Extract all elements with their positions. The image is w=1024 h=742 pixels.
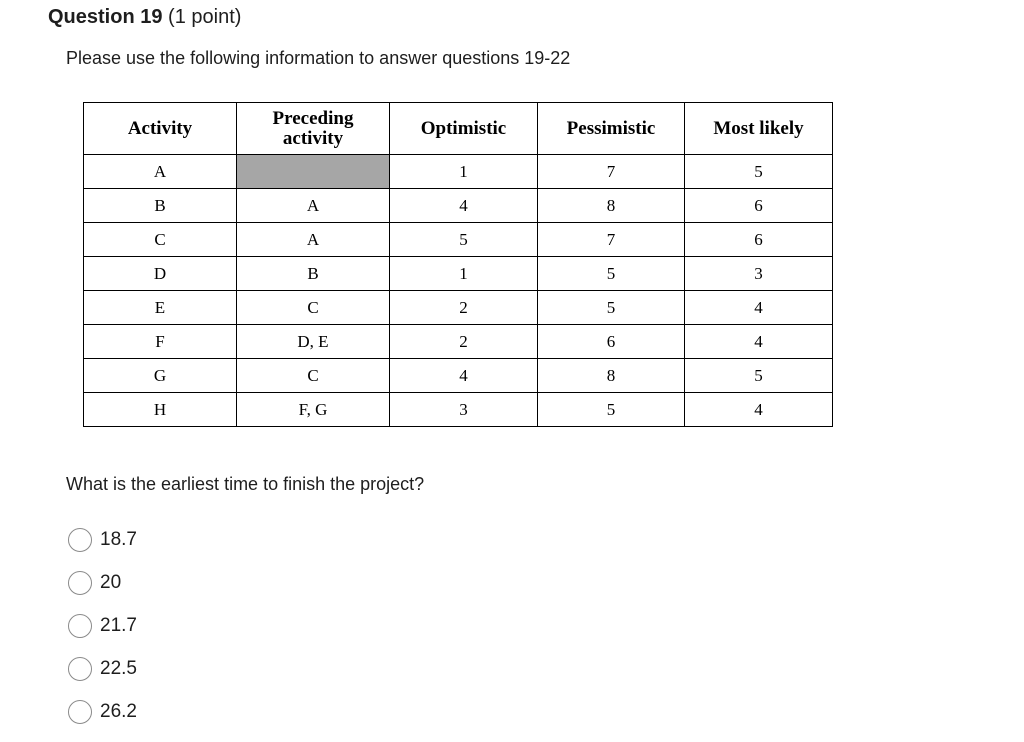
table-row	[84, 325, 833, 359]
pessimistic-cell: 8	[538, 359, 685, 393]
answer-option-label: 20	[100, 572, 122, 593]
preceding-activity-cell: A	[237, 223, 390, 257]
question-title: Question 19	[48, 6, 163, 28]
activity-table	[83, 102, 833, 427]
pessimistic-cell: 5	[538, 393, 685, 427]
table-row	[84, 223, 833, 257]
answer-option-label: 22.5	[100, 658, 137, 679]
activity-cell: A	[84, 155, 237, 189]
answer-option-label: 18.7	[100, 529, 137, 550]
pessimistic-cell: 5	[538, 291, 685, 325]
most-likely-cell: 4	[685, 393, 833, 427]
optimistic-cell: 5	[390, 223, 538, 257]
optimistic-cell: 3	[390, 393, 538, 427]
most-likely-cell: 3	[685, 257, 833, 291]
optimistic-cell: 2	[390, 325, 538, 359]
question-points: (1 point)	[162, 6, 242, 28]
activity-cell: E	[84, 291, 237, 325]
answer-option[interactable]	[68, 527, 137, 553]
pessimistic-cell: 6	[538, 325, 685, 359]
question-intro: Please use the following information to answer questions 19-22	[66, 48, 571, 68]
answer-option[interactable]	[68, 570, 121, 596]
header-activity: Activity	[84, 103, 237, 155]
most-likely-cell: 6	[685, 189, 833, 223]
table-row	[84, 257, 833, 291]
preceding-activity-cell: C	[237, 291, 390, 325]
preceding-activity-cell: D, E	[237, 325, 390, 359]
pessimistic-cell: 8	[538, 189, 685, 223]
radio-button[interactable]	[68, 528, 92, 552]
answer-option[interactable]	[68, 699, 137, 725]
table-row	[84, 393, 833, 427]
header-optimistic: Optimistic	[390, 103, 538, 155]
optimistic-cell: 1	[390, 155, 538, 189]
question-header	[48, 5, 241, 29]
pessimistic-cell: 5	[538, 257, 685, 291]
optimistic-cell: 4	[390, 189, 538, 223]
most-likely-cell: 5	[685, 359, 833, 393]
question-prompt: What is the earliest time to finish the project?	[66, 474, 425, 494]
most-likely-cell: 5	[685, 155, 833, 189]
activity-cell: B	[84, 189, 237, 223]
most-likely-cell: 6	[685, 223, 833, 257]
table-row	[84, 359, 833, 393]
preceding-activity-cell: B	[237, 257, 390, 291]
optimistic-cell: 4	[390, 359, 538, 393]
optimistic-cell: 1	[390, 257, 538, 291]
header-pessimistic: Pessimistic	[538, 103, 685, 155]
table-header-row	[84, 103, 833, 155]
header-most-likely: Most likely	[685, 103, 833, 155]
radio-button[interactable]	[68, 700, 92, 724]
preceding-activity-cell: C	[237, 359, 390, 393]
header-preceding-activity: Preceding activity	[237, 103, 390, 155]
table-row	[84, 189, 833, 223]
answer-option-label: 21.7	[100, 615, 137, 636]
activity-cell: F	[84, 325, 237, 359]
radio-button[interactable]	[68, 614, 92, 638]
preceding-activity-cell: A	[237, 189, 390, 223]
most-likely-cell: 4	[685, 325, 833, 359]
activity-cell: D	[84, 257, 237, 291]
radio-button[interactable]	[68, 571, 92, 595]
pessimistic-cell: 7	[538, 155, 685, 189]
preceding-activity-cell	[237, 155, 390, 189]
table-row	[84, 155, 833, 189]
table-row	[84, 291, 833, 325]
pessimistic-cell: 7	[538, 223, 685, 257]
most-likely-cell: 4	[685, 291, 833, 325]
answer-option-label: 26.2	[100, 701, 137, 722]
preceding-activity-cell: F, G	[237, 393, 390, 427]
answer-option[interactable]	[68, 613, 137, 639]
activity-cell: H	[84, 393, 237, 427]
radio-button[interactable]	[68, 657, 92, 681]
activity-cell: C	[84, 223, 237, 257]
optimistic-cell: 2	[390, 291, 538, 325]
activity-cell: G	[84, 359, 237, 393]
answer-option[interactable]	[68, 656, 137, 682]
